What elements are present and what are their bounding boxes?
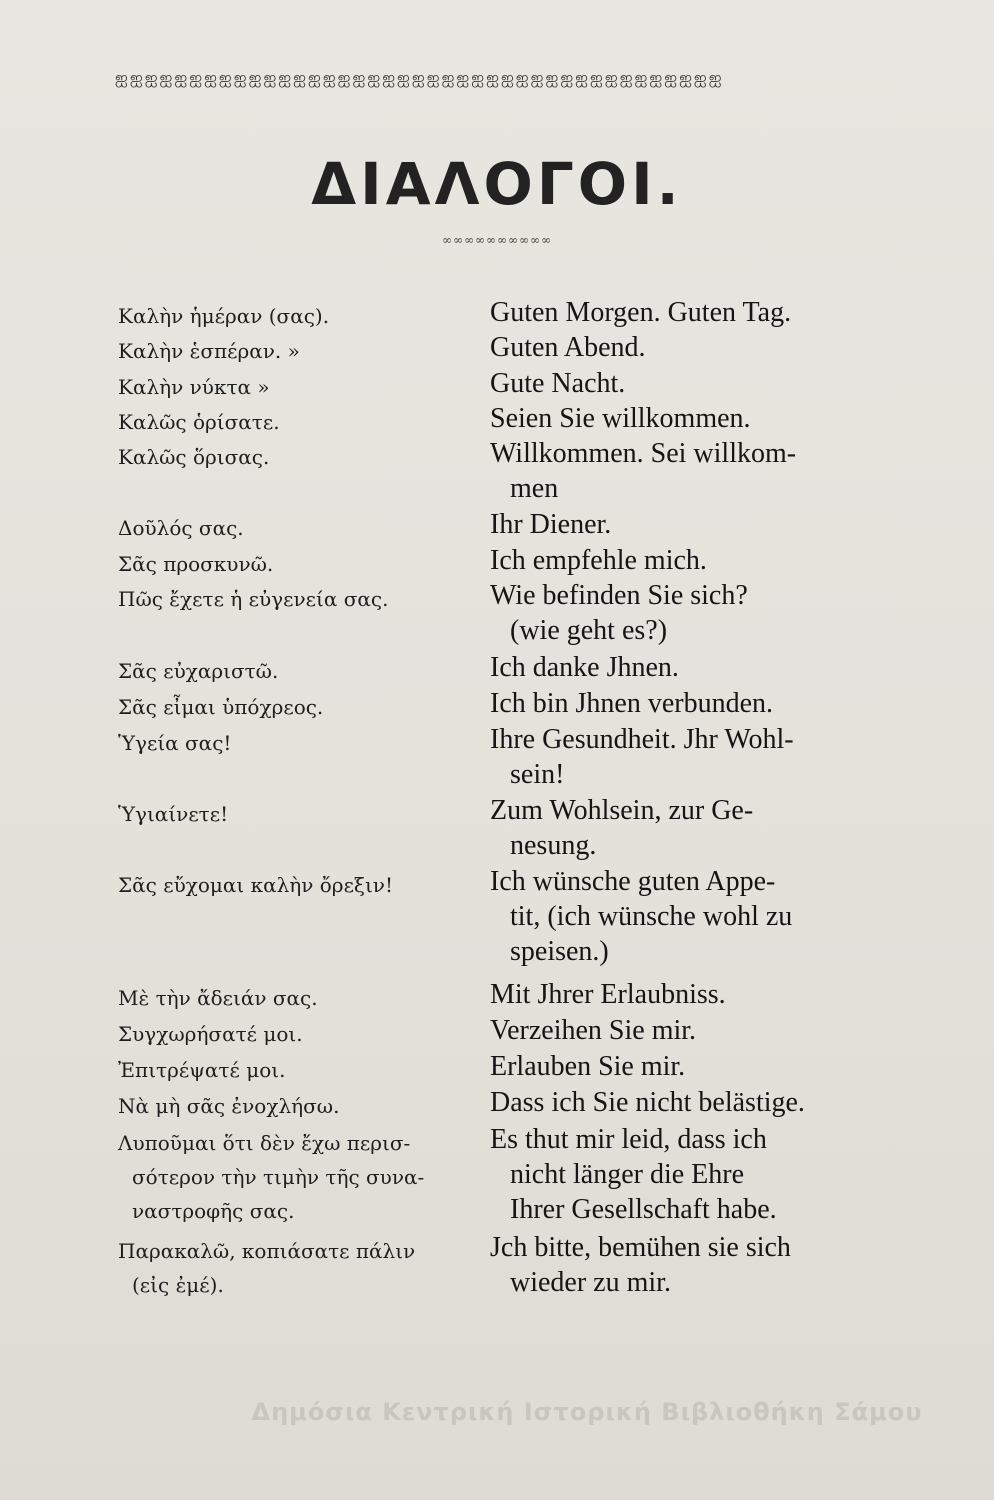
greek-phrase-line: ναστροφῆς σας. (132, 1199, 295, 1223)
german-translation (490, 1122, 835, 1227)
greek-phrase-line: Καλῶς ὁρίσατε. (118, 410, 280, 434)
greek-phrase (118, 868, 488, 902)
german-translation-line: Guten Morgen. Guten Tag. (490, 297, 792, 328)
german-translation-line: (wie geht es?) (510, 615, 668, 646)
german-translation-line: wieder zu mir. (510, 1267, 671, 1298)
greek-phrase (118, 582, 488, 616)
german-translation (490, 578, 835, 648)
top-ornament-border: ஐஐஐஐஐஐஐஐஐஐஐஐஐஐஐஐஐஐஐஐஐஐஐஐஐஐஐஐஐஐஐஐஐஐஐஐஐஐஐஐஐ (115, 68, 724, 87)
greek-phrase-line: Σᾶς εὐχαριστῶ. (118, 659, 279, 683)
german-translation-line: Dass ich Sie nicht belästige. (490, 1087, 805, 1118)
german-translation (490, 543, 835, 578)
greek-phrase-line: Σᾶς προσκυνῶ. (118, 552, 274, 576)
greek-phrase-line: Δοῦλός σας. (118, 516, 244, 540)
greek-phrase (118, 654, 488, 688)
german-translation (490, 1230, 835, 1300)
german-translation-line: Ich wünsche guten Appe- (490, 866, 776, 897)
german-translation-line: tit, (ich wünsche wohl zu (510, 901, 793, 932)
german-translation-line: Verzeihen Sie mir. (490, 1015, 697, 1046)
german-translation-line: Zum Wohlsein, zur Ge- (490, 795, 754, 826)
german-translation-line: Ihre Gesundheit. Jhr Wohl- (490, 724, 794, 755)
greek-phrase-line: (εἰς ἐμέ). (132, 1273, 224, 1297)
german-translation (490, 401, 835, 436)
greek-phrase (118, 1053, 488, 1087)
german-translation-line: Willkommen. Sei willkom- (490, 438, 797, 469)
greek-phrase (118, 726, 488, 760)
greek-phrase-line: Ὑγιαίνετε! (118, 802, 229, 826)
greek-phrase (118, 797, 488, 831)
german-translation-line: speisen.) (510, 936, 609, 967)
german-translation (490, 650, 835, 685)
german-translation-line: Gute Nacht. (490, 368, 626, 399)
greek-phrase (118, 690, 488, 724)
german-translation-line: Ihrer Gesellschaft habe. (510, 1194, 777, 1225)
german-translation-line: Ich bin Jhnen verbunden. (490, 688, 774, 719)
german-translation-line: men (510, 473, 559, 504)
greek-phrase (118, 440, 488, 474)
greek-phrase-line: Νὰ μὴ σᾶς ἐνοχλήσω. (118, 1094, 340, 1118)
title-ornament-divider: ∞∞∞∞∞∞∞∞∞∞ (442, 233, 552, 247)
german-translation-line: Erlauben Sie mir. (490, 1051, 686, 1082)
german-translation-line: Mit Jhrer Erlaubniss. (490, 979, 726, 1010)
greek-phrase-line: Καλῶς ὅρισας. (118, 445, 270, 469)
german-translation-line: Jch bitte, bemühen sie sich (490, 1232, 791, 1263)
german-translation (490, 1049, 835, 1084)
greek-phrase-line: Ὑγεία σας! (118, 731, 232, 755)
german-translation-line: Ich empfehle mich. (490, 545, 707, 576)
german-translation-line: Wie befinden Sie sich? (490, 580, 748, 611)
german-translation-line: nicht länger die Ehre (510, 1159, 745, 1190)
greek-phrase (118, 370, 488, 404)
library-watermark: Δημόσια Κεντρική Ιστορική Βιβλιοθήκη Σάμου (251, 1398, 923, 1426)
german-translation-line: Seien Sie willkommen. (490, 403, 751, 434)
german-translation (490, 977, 835, 1012)
greek-phrase-line: Ἐπιτρέψατέ μοι. (118, 1058, 286, 1082)
greek-phrase-line: Καλὴν ἡμέραν (σας). (118, 304, 330, 328)
german-translation (490, 507, 835, 542)
page-title: ΔΙΑΛΟΓΟΙ. (311, 150, 683, 218)
greek-phrase-line: Καλὴν νύκτα » (118, 375, 270, 399)
greek-phrase-line: Σᾶς εὔχομαι καλὴν ὄρεξιν! (118, 873, 393, 897)
greek-phrase (118, 1017, 488, 1051)
greek-phrase (118, 1089, 488, 1123)
greek-phrase (118, 547, 488, 581)
german-translation-line: Ihr Diener. (490, 509, 612, 540)
greek-phrase-line: Μὲ τὴν ἄδειάν σας. (118, 986, 318, 1010)
greek-phrase-line: Πῶς ἔχετε ἡ εὐγενεία σας. (118, 587, 389, 611)
german-translation (490, 864, 835, 969)
greek-phrase (118, 299, 488, 333)
german-translation-line: Guten Abend. (490, 332, 646, 363)
german-translation (490, 1013, 835, 1048)
german-translation-line: Es thut mir leid, dass ich (490, 1124, 767, 1155)
german-translation-line: sein! (510, 759, 565, 790)
german-translation (490, 295, 835, 330)
german-translation (490, 686, 835, 721)
greek-phrase-line: Συγχωρήσατέ μοι. (118, 1022, 303, 1046)
german-translation (490, 436, 835, 506)
greek-phrase (118, 334, 488, 368)
german-translation (490, 1085, 835, 1120)
german-translation (490, 722, 835, 792)
german-translation-line: nesung. (510, 830, 597, 861)
greek-phrase (118, 1126, 488, 1228)
german-translation (490, 366, 835, 401)
german-translation (490, 793, 835, 863)
greek-phrase-line: Παρακαλῶ, κοπιάσατε πάλιν (118, 1239, 416, 1263)
greek-phrase (118, 405, 488, 439)
german-translation (490, 330, 835, 365)
german-translation-line: Ich danke Jhnen. (490, 652, 679, 683)
greek-phrase-line: Σᾶς εἶμαι ὑπόχρεος. (118, 695, 324, 719)
greek-phrase (118, 1234, 488, 1302)
greek-phrase-line: σότερον τὴν τιμὴν τῆς συνα- (132, 1165, 425, 1189)
greek-phrase (118, 981, 488, 1015)
greek-phrase-line: Λυποῦμαι ὅτι δὲν ἔχω περισ- (118, 1131, 411, 1155)
greek-phrase (118, 511, 488, 545)
greek-phrase-line: Καλὴν ἑσπέραν. » (118, 339, 300, 363)
